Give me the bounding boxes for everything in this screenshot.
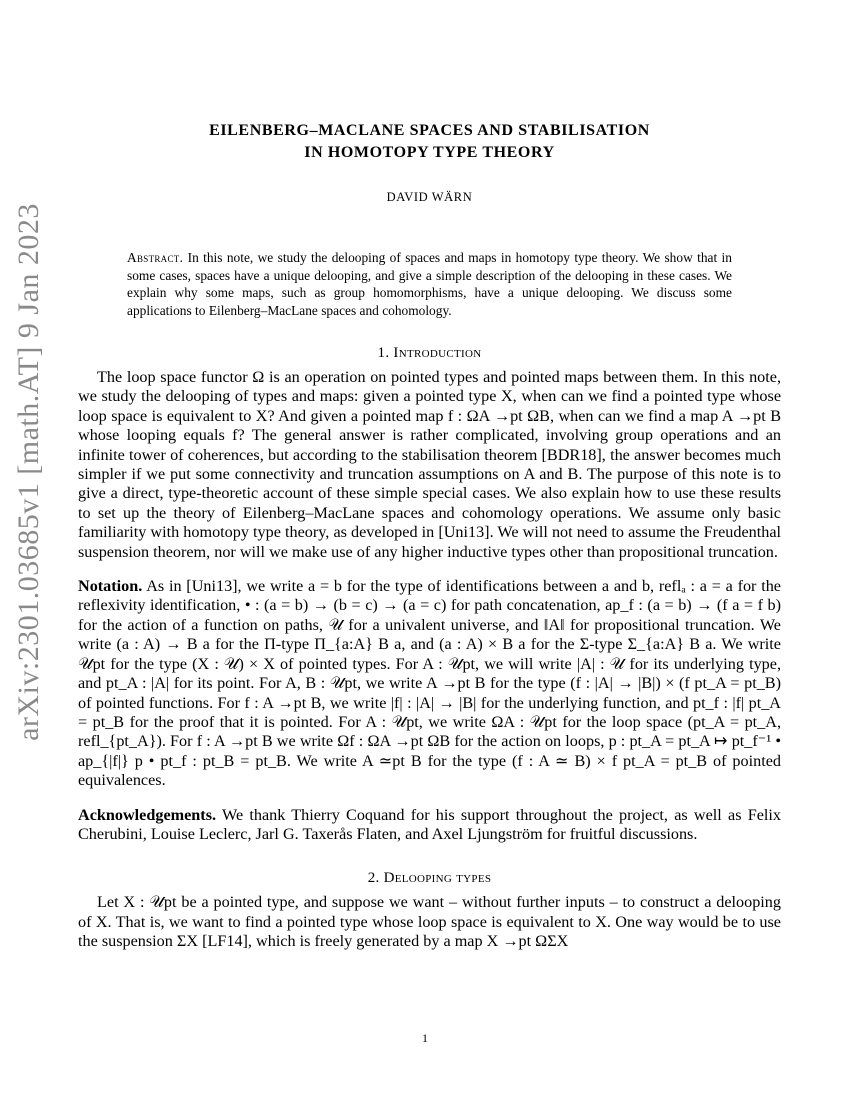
abstract: [127, 249, 732, 319]
section-2-heading: 2. Delooping types: [367, 870, 492, 887]
paper-page: [78, 112, 781, 952]
title-line-2: IN HOMOTOPY TYPE THEORY: [304, 144, 555, 161]
paper-title: [78, 120, 781, 164]
arxiv-identifier: [0, 203, 58, 741]
introduction-paragraph: The loop space functor Ω is an operation on pointed types and pointed maps between them. In this note, we study the delooping of types and maps: given a pointed type X, when can we find a pointed type whose loop space is equivalent to X? And given a pointed map f : ΩA →pt ΩB, when can we find a map A →pt B whose looping equals f? The general answer is rather complicated, involving group operations and an infinite tower of coherences, but according to the stabilisation theorem [BDR18], the answer becomes much simpler if we put some connectivity and truncation assumptions on A and B. The purpose of this note is to give a direct, type-theoretic account of these simple special cases. We also explain how to use these results to set up the theory of Eilenberg–MacLane spaces and cohomology operations. We assume only basic familiarity with homotopy type theory, as developed in [Uni13]. We will not need to assume the Freudenthal suspension theorem, nor will we make use of any higher inductive types other than propositional truncation.: [78, 368, 781, 561]
author-name: DAVID WÄRN: [386, 190, 473, 204]
delooping-types-paragraph: Let X : 𝒰pt be a pointed type, and suppose we want – without further inputs – to construct a delooping of X. That is, we want to find a pointed type whose loop space is equivalent to X. One way would be to use the suspension ΣX [LF14], which is freely generated by a map X →pt ΩΣX: [78, 893, 781, 951]
notation-text: As in [Uni13], we write a = b for the type of identifications between a and b, reflₐ : a = a for the reflexivity identification, • : (a = b) → (b = c) → (a = c) for path concatenation, ap_f : (a = b) → (f a = f b) for the action of a function on paths, 𝒰 for a univalent universe, and ‖A‖ for propositional truncation. We write (a : A) → B a for the Π-type Π_{a:A} B a, and (a : A) × B a for the Σ-type Σ_{a:A} B a. We write 𝒰pt for the type (X : 𝒰) × X of pointed types. For A : 𝒰pt, we will write |A| : 𝒰 for its underlying type, and pt_A : |A| for its point. For A, B : 𝒰pt, we write A →pt B for the type (f : |A| → |B|) × (f pt_A = pt_B) of pointed functions. For f : A →pt B, we write |f| : |A| → |B| for the underlying function, and pt_f : |f| pt_A = pt_B for the proof that it is pointed. For A : 𝒰pt, we write ΩA : 𝒰pt for the loop space (pt_A = pt_A, refl_{pt_A}). For f : A →pt B we write Ωf : ΩA →pt ΩB for the action on loops, p : pt_A = pt_A ↦ pt_f⁻¹ • ap_{|f|} p • pt_f : pt_B = pt_B. We write A ≃pt B for the type (f : A ≃ B) × f pt_A = pt_B of pointed equivalences.: [78, 577, 781, 790]
acknowledgements-paragraph: [78, 806, 781, 845]
arxiv-identifier-text: arXiv:2301.03685v1 [math.AT] 9 Jan 2023: [12, 203, 46, 741]
title-line-1: EILENBERG–MACLANE SPACES AND STABILISATION: [209, 122, 650, 139]
abstract-label: Abstract.: [127, 250, 184, 265]
acknowledgements-label: Acknowledgements.: [78, 805, 217, 824]
notation-paragraph: [78, 577, 781, 790]
notation-label: Notation.: [78, 577, 143, 596]
acknowledgements-text: We thank Thierry Coquand for his support throughout the project, as well as Felix Cherubini, Louise Leclerc, Jarl G. Taxerås Flaten, and Axel Ljungström for fruitful discussions.: [78, 805, 781, 843]
page-number: 1: [422, 1031, 428, 1045]
abstract-text: In this note, we study the delooping of spaces and maps in homotopy type theory. We show that in some cases, spaces have a unique delooping, and give a simple description of the delooping in these cases. We explain why some maps, such as group homomorphisms, have a unique delooping. We discuss some applications to Eilenberg–MacLane spaces and cohomology.: [127, 250, 732, 318]
section-1-heading: 1. Introduction: [377, 345, 482, 361]
